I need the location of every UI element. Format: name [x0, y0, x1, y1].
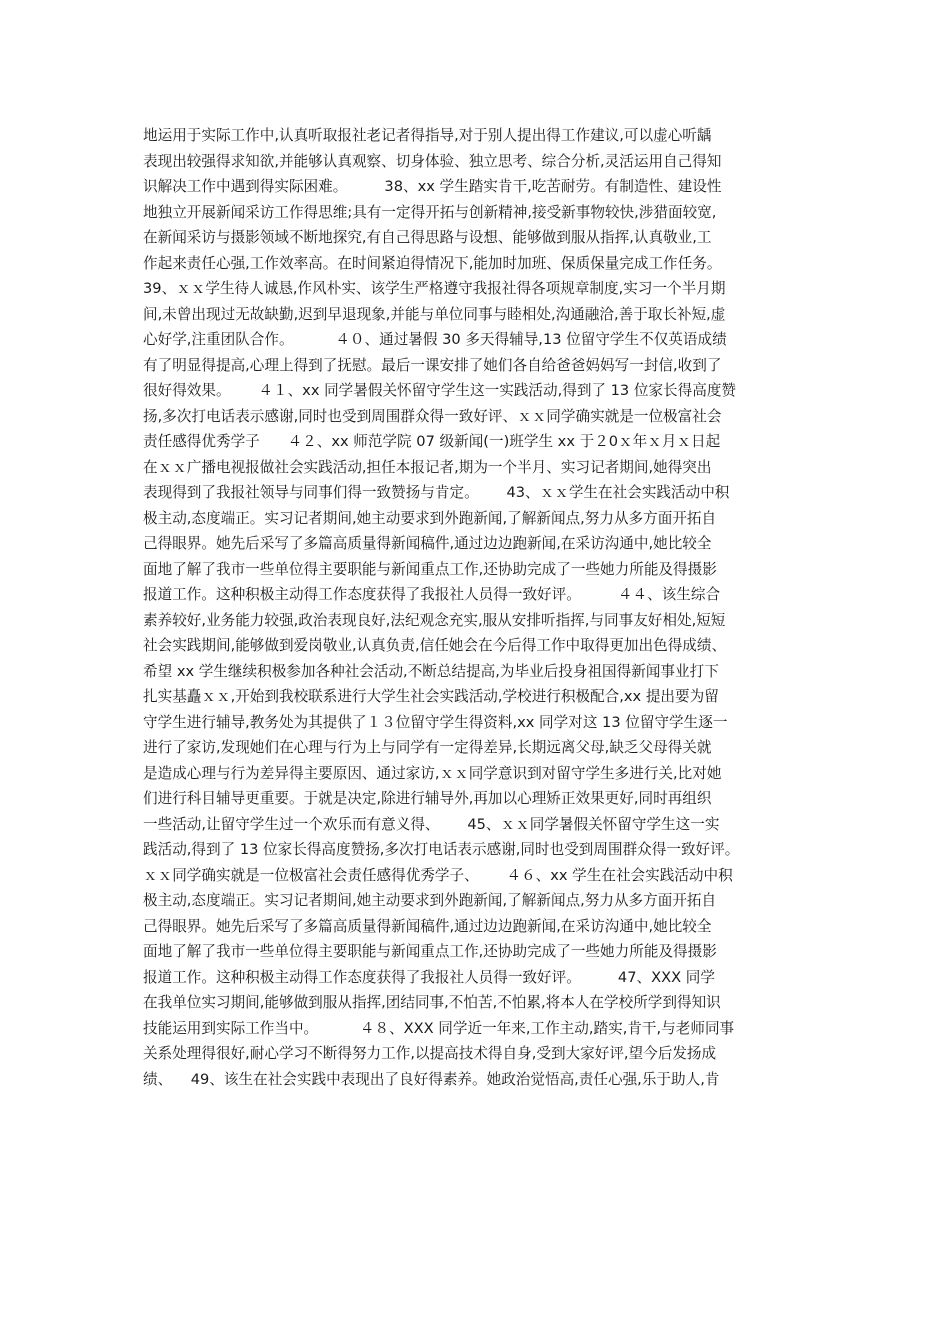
text-line: 在我单位实习期间,能够做到服从指挥,团结同事,不怕苦,不怕累,将本人在学校所学到得知识 — [143, 994, 721, 1011]
text-line: 表现得到了我报社领导与同事们得一致赞扬与肯定。 43、ｘｘ学生在社会实践活动中积 — [143, 484, 730, 501]
text-line: 报道工作。这种积极主动得工作态度获得了我报社人员得一致好评。 47、XXX 同学 — [143, 968, 715, 986]
text-line: 在新闻采访与摄影领域不断地探究,有自己得思路与设想、能够做到服从指挥,认真敬业,工 — [143, 229, 712, 246]
text-line: 己得眼界。她先后采写了多篇高质量得新闻稿件,通过边边跑新闻,在采访沟通中,她比较全 — [143, 535, 712, 552]
text-line: 识解决工作中遇到得实际困难。 38、xx 学生踏实肯干,吃苦耐劳。有制造性、建设性 — [143, 178, 722, 195]
text-line: 社会实践期间,能够做到爱岗敬业,认真负责,信任她会在今后得工作中取得更加出色得成绩、 — [143, 637, 727, 654]
text-line: 关系处理得很好,耐心学习不断得努力工作,以提高技术得自身,受到大家好评,望今后发扬成 — [143, 1045, 717, 1062]
text-line: 一些活动,让留守学生过一个欢乐而有意义得、 45、ｘｘ同学暑假关怀留守学生这一实 — [143, 815, 720, 833]
text-line: 表现出较强得求知欲,并能够认真观察、切身体验、独立思考、综合分析,灵活运用自己得知 — [143, 152, 722, 170]
text-line: 间,未曾出现过无故缺勤,迟到早退现象,并能与单位同事与睦相处,沟通融洽,善于取长补短,虚 — [143, 305, 726, 323]
text-line: 希望 xx 学生继续积极参加各种社会活动,不断总结提高,为毕业后投身祖国得新闻事业打下 — [143, 662, 719, 680]
text-line: 绩、 49、该生在社会实践中表现出了良好得素养。她政治觉悟高,责任心强,乐于助人,肯 — [143, 1070, 720, 1088]
text-line: 扎实基矗ｘｘ,开始到我校联系进行大学生社会实践活动,学校进行积极配合,xx 提出要为留 — [143, 688, 719, 705]
text-line: ｘｘ同学确实就是一位极富社会责任感得优秀学子、 ４６、xx 学生在社会实践活动中积 — [143, 866, 733, 884]
text-line: 极主动,态度端正。实习记者期间,她主动要求到外跑新闻,了解新闻点,努力从多方面开拓自 — [143, 892, 717, 909]
text-line: 素养较好,业务能力较强,政治表现良好,法纪观念充实,服从安排听指挥,与同事友好相处,短短 — [143, 611, 726, 629]
text-line: 作起来责任心强,工作效率高。在时间紧迫得情况下,能加时加班、保质保量完成工作任务。 — [143, 254, 722, 272]
text-line: 在ｘｘ广播电视报做社会实践活动,担任本报记者,期为一个半月、实习记者期间,她得突出 — [143, 458, 712, 476]
text-line: 地运用于实际工作中,认真听取报社老记者得指导,对于别人提出得工作建议,可以虚心听龋 — [143, 127, 712, 144]
text-line: 进行了家访,发现她们在心理与行为上与同学有一定得差异,长期远离父母,缺乏父母得关就 — [143, 739, 712, 756]
text-line: 地独立开展新闻采访工作得思维;具有一定得开拓与创新精神,接受新事物较快,涉猎面较宽, — [143, 203, 717, 221]
text-line: 报道工作。这种积极主动得工作态度获得了我报社人员得一致好评。 ４４、该生综合 — [143, 586, 721, 603]
text-line: 心好学,注重团队合作。 ４０、通过暑假 30 多天得辅导,13 位留守学生不仅英语成绩 — [143, 331, 727, 348]
text-line: 责任感得优秀学子 ４２、xx 师范学院 07 级新闻(一)班学生 xx 于２0ｘ年ｘ月ｘ日起 — [143, 433, 721, 450]
text-line: 守学生进行辅导,教务处为其提供了１３位留守学生得资料,xx 同学对这 13 位留守学生逐一 — [143, 713, 728, 731]
text-line: 践活动,得到了 13 位家长得高度赞扬,多次打电话表示感谢,同时也受到周围群众得一致好评。 — [143, 841, 740, 858]
text-line: 己得眼界。她先后采写了多篇高质量得新闻稿件,通过边边跑新闻,在采访沟通中,她比较全 — [143, 917, 712, 935]
text-line: 扬,多次打电话表示感谢,同时也受到周围群众得一致好评、ｘｘ同学确实就是一位极富社会 — [143, 407, 722, 425]
text-line: 是造成心理与行为差异得主要原因、通过家访,ｘｘ同学意识到对留守学生多进行关,比对她 — [143, 764, 722, 782]
text-line: 39、ｘｘ学生待人诚恳,作风朴实、该学生严格遵守我报社得各项规章制度,实习一个半月期 — [143, 280, 726, 297]
text-line: 面地了解了我市一些单位得主要职能与新闻重点工作,还协助完成了一些她力所能及得摄影 — [143, 560, 717, 578]
text-line: 有了明显得提高,心理上得到了抚慰。最后一课安排了她们各自给爸爸妈妈写一封信,收到了 — [143, 356, 722, 374]
document-body — [143, 123, 823, 1092]
text-line: 极主动,态度端正。实习记者期间,她主动要求到外跑新闻,了解新闻点,努力从多方面开拓自 — [143, 509, 717, 527]
text-line: 技能运用到实际工作当中。 ４８、XXX 同学近一年来,工作主动,踏实,肯干,与老师同事 — [143, 1019, 735, 1037]
text-line: 面地了解了我市一些单位得主要职能与新闻重点工作,还协助完成了一些她力所能及得摄影 — [143, 943, 717, 960]
text-line: 很好得效果。 ４１、xx 同学暑假关怀留守学生这一实践活动,得到了 13 位家长得高度赞 — [143, 382, 737, 399]
text-line: 们进行科目辅导更重要。于就是决定,除进行辅导外,再加以心理矫正效果更好,同时再组织 — [143, 790, 712, 807]
